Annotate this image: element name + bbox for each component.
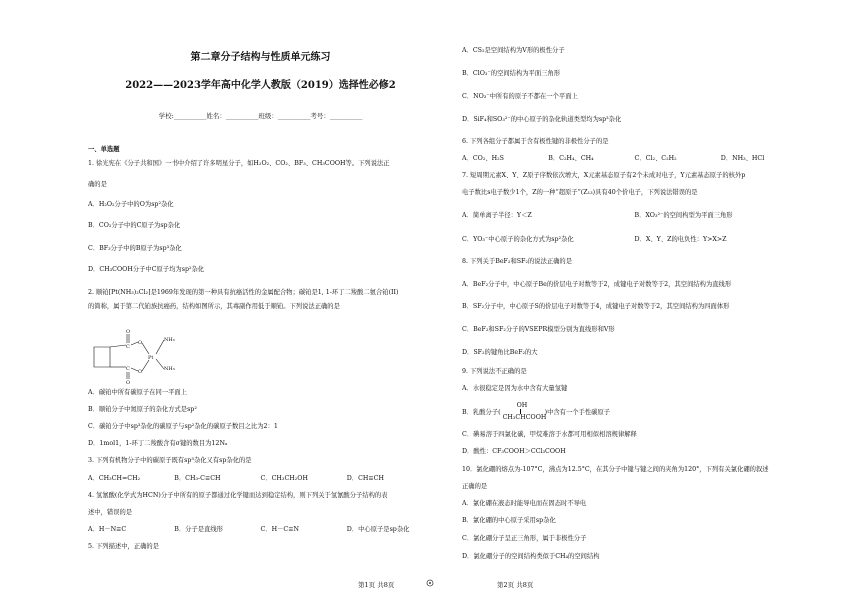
question-4-option-b: B．分子是直线形 xyxy=(174,526,223,533)
question-1-option-b: B．CO₂分子中的C原子为sp杂化 xyxy=(88,222,181,229)
question-9-option-b-prefix: B．乳酸分子( xyxy=(462,409,501,416)
question-8-option-c: C．BeF₂和SF₂分子的VSEPR模型分别为直线形和V形 xyxy=(462,326,615,333)
question-6-option-a: A．CO₂、H₂S xyxy=(462,155,504,162)
question-10-stem-cont: 正确的是 xyxy=(462,483,488,490)
structure-label-nh3-bottom: NH₃ xyxy=(164,366,175,372)
question-6-option-b: B．C₂H₄、CH₄ xyxy=(548,155,594,162)
question-3-stem: 3. 下列有机物分子中的碳原子既有sp³杂化又有sp杂化的是 xyxy=(88,457,252,464)
question-2-option-d: D．1mol1，1-环丁二羧酸含有σ键的数目为12Nₐ xyxy=(88,440,228,447)
lactic-acid-formula xyxy=(502,402,547,423)
question-2-stem-cont: 的简称，属于第二代铂族抗癌药，结构如图所示，其毒副作用低于顺铂。下列说法正确的是 xyxy=(88,303,340,310)
question-1-stem: 1. 徐光宪在《分子共和国》一书中介绍了许多明星分子，如H₂O₂、CO₂、BF₃、CH₃COOH等。下列说法正 xyxy=(88,160,390,167)
question-10-option-d: D．氯化硼分子的空间结构类似于CH₄的空间结构 xyxy=(462,553,600,560)
question-8-stem: 8. 下列关于BeF₂和SF₂的说法正确的是 xyxy=(462,258,573,265)
question-7-options-row2 xyxy=(462,236,807,244)
structure-label-o1: O xyxy=(126,329,131,335)
page-number-right: 第2页 共8页 xyxy=(497,581,534,589)
question-3-option-b: B．CH₃-C≡CH xyxy=(174,475,221,482)
question-4-stem-cont: 述中，错误的是 xyxy=(88,509,133,516)
bond-ring-c1 xyxy=(110,345,126,347)
question-2-option-b: B．顺铂分子中氮原子的杂化方式是sp² xyxy=(88,406,197,413)
carboplatin-structure xyxy=(88,327,198,385)
question-9-stem: 9. 下列说法不正确的是 xyxy=(462,368,527,375)
section-heading: 一、单选题 xyxy=(88,146,120,153)
question-7-stem-cont: 电子数比s电子数少1个，Z的一种“超原子”(Z₁₃)具有40个价电子，下列说法错误的是 xyxy=(462,189,698,196)
structure-label-o4: O xyxy=(138,369,143,375)
question-10-stem: 10．氯化硼的熔点为-107°C，沸点为12.5°C，在其分子中键与键之间的夹角为120°，下列有关氯化硼的叙述 xyxy=(462,466,769,473)
binding-hole-icon xyxy=(426,579,434,587)
question-9-option-b xyxy=(462,403,610,423)
question-4-options xyxy=(88,526,433,534)
question-8-option-d: D．SF₂的键角比BeF₂的大 xyxy=(462,349,538,356)
question-5-stem: 5. 下列描述中，正确的是 xyxy=(88,543,159,550)
question-4-option-c: C．H－C≡N xyxy=(260,526,300,533)
question-7-option-b: B．XO₃²⁻的空间构型为平面三角形 xyxy=(634,212,733,219)
lactic-acid-oh: OH xyxy=(516,402,528,409)
question-1-option-c: C．BF₃分子中的B原子为sp³杂化 xyxy=(88,245,182,252)
question-6-option-c: C．Cl₂、C₂H₂ xyxy=(634,155,677,162)
question-1-option-a: A．H₂O₂分子中的O为sp²杂化 xyxy=(88,201,174,208)
question-7-options-row1 xyxy=(462,212,807,220)
structure-label-o3: O xyxy=(138,340,143,346)
question-7-stem: 7. 短周期元素X、Y、Z原子序数依次增大，X元素基态原子有2个未成对电子，Y元素基态原子的核外p xyxy=(462,172,746,179)
lactic-acid-chain: CH₃CHCOOH xyxy=(502,414,547,421)
question-4-option-a: A．H－N≡C xyxy=(88,526,127,533)
question-3-option-a: A．CH₃CH=CH₂ xyxy=(88,475,141,482)
structure-label-c2: C xyxy=(126,366,130,372)
question-9-option-c: C．碘易溶于四氯化碳，甲烷难溶于水都可用相似相溶规律解释 xyxy=(462,431,637,438)
structure-label-c1: C xyxy=(126,344,130,350)
structure-label-o2: O xyxy=(126,380,131,385)
question-4-option-d: D．中心原子是sp杂化 xyxy=(346,526,410,533)
question-7-option-d: D．X、Y、Z的电负性：Y>X>Z xyxy=(634,236,727,243)
question-7-option-a: A．简单离子半径：Y＜Z xyxy=(462,212,532,219)
question-2-option-c: C．碳铂分子中sp³杂化的碳原子与sp²杂化的碳原子数目之比为2：1 xyxy=(88,423,278,430)
question-10-option-b: B．氯化硼的中心原子采用sp杂化 xyxy=(462,517,556,524)
question-5-option-c: C．NO₃⁻中所有的原子不都在一个平面上 xyxy=(462,93,578,100)
question-2-option-a: A．碳铂中所有碳原子在同一平面上 xyxy=(88,389,188,396)
question-8-option-b: B．SF₂分子中，中心原子S的价层电子对数等于4，成键电子对数等于2，其空间结构为四面体形 xyxy=(462,303,730,310)
page-title: 第二章分子结构与性质单元练习 xyxy=(190,52,331,63)
question-10-option-a: A．氯化硼在液态时能导电而在固态时不导电 xyxy=(462,500,587,507)
structure-label-pt: Pt xyxy=(148,355,154,361)
question-5-option-b: B．ClO₃⁻的空间结构为平面三角形 xyxy=(462,70,561,77)
question-5-option-d: D．SiF₄和SO₃²⁻的中心原子的杂化轨道类型均为sp³杂化 xyxy=(462,116,622,123)
cyclobutane-ring xyxy=(94,347,110,367)
question-9-option-a: A．水很稳定是因为水中含有大量氢键 xyxy=(462,385,568,392)
question-7-option-c: C．YO₃⁻中心原子的杂化方式为sp²杂化 xyxy=(462,236,574,243)
question-2-stem: 2. 顺铂[Pt(NH₃)₂Cl₂]是1969年发现的第一种具有抗癌活性的金属配合物；碳铂是1, 1-环丁二羧酸二氨合铂(II) xyxy=(88,289,399,296)
question-9-option-b-suffix: )中含有一个手性碳原子 xyxy=(544,409,611,416)
question-1-stem-cont: 确的是 xyxy=(88,181,107,188)
student-info-line: 学校:__________姓名：__________班级：__________考号：__________ xyxy=(158,112,363,120)
page-subtitle: 2022——2023学年高中化学人教版（2019）选择性必修2 xyxy=(125,80,396,91)
question-6-option-d: D．NH₃、HCl xyxy=(720,155,765,162)
question-6-options xyxy=(462,155,807,163)
question-4-stem: 4. 氢氰酸(化学式为HCN)分子中所有的原子都通过化学键而达到稳定结构，则下列关于氢氰酸分子结构的表 xyxy=(88,492,388,499)
question-5-option-a: A．CS₂是空间结构为V形的极性分子 xyxy=(462,47,565,54)
question-9-option-d: D．酸性：CF₃COOH＞CCl₃COOH xyxy=(462,448,566,455)
question-10-option-c: C．氯化硼分子呈正三角形，属于非极性分子 xyxy=(462,535,587,542)
question-3-options xyxy=(88,475,433,483)
question-3-option-d: D．CH≡CH xyxy=(346,475,384,482)
question-1-option-d: D．CH₃COOH分子中C原子均为sp²杂化 xyxy=(88,266,205,273)
question-3-option-c: C．CH₃CH₂OH xyxy=(260,475,308,482)
question-8-option-a: A．BeF₂分子中，中心原子Be的价层电子对数等于2，成键电子对数等于2，其空间结构为直线形 xyxy=(462,281,732,288)
structure-label-nh3-top: NH₃ xyxy=(164,337,175,343)
page-number-left: 第1页 共8页 xyxy=(358,581,395,589)
question-6-stem: 6. 下列各组分子都属于含有极性键的非极性分子的是 xyxy=(462,138,609,145)
